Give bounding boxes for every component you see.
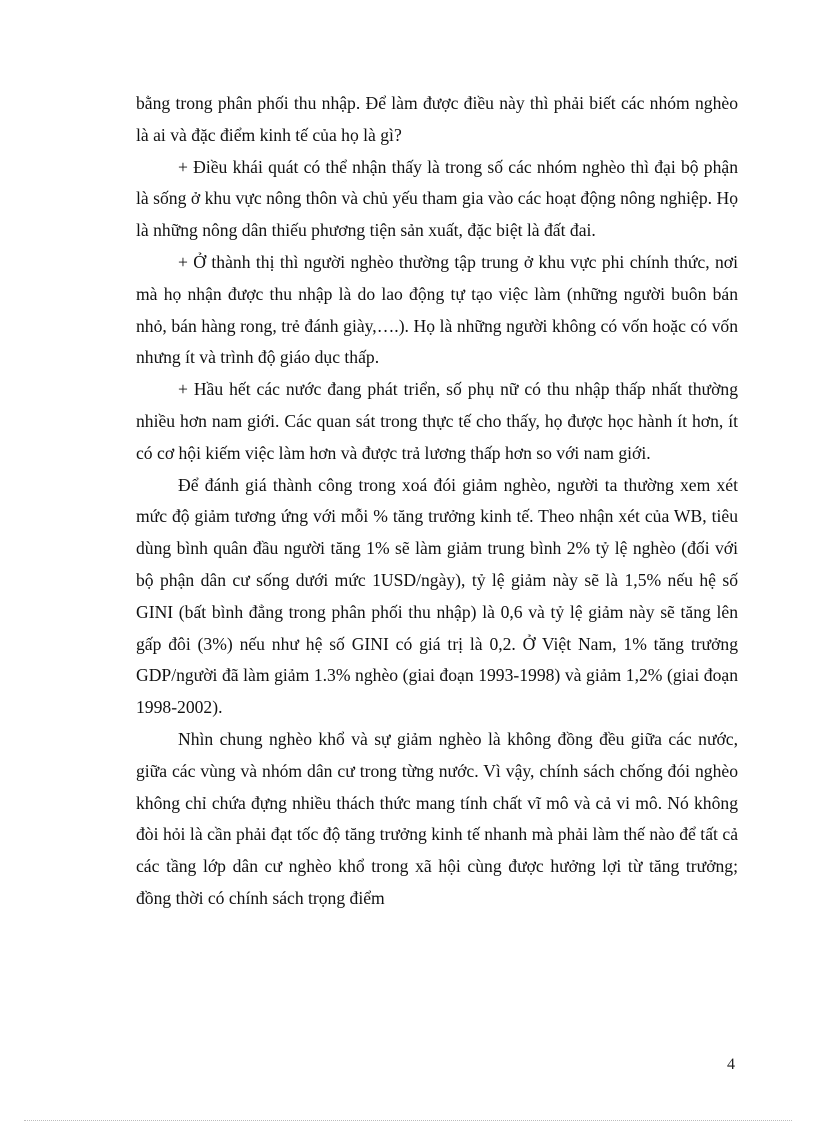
page-bottom-divider [24,1120,792,1121]
document-body [136,88,738,915]
paragraph-poverty-reduction: Để đánh giá thành công trong xoá đói giảm nghèo, người ta thường xem xét mức độ giảm tương ứng với mỗi % tăng trưởng kinh tế. Theo nhận xét của WB, tiêu dùng bình quân đầu người tăng 1% sẽ làm giảm trung bình 2% tỷ lệ nghèo (đối với bộ phận dân cư sống dưới mức 1USD/ngày), tỷ lệ giảm này sẽ là 1,5% nếu hệ số GINI (bất bình đẳng trong phân phối thu nhập) là 0,6 và tỷ lệ giảm này sẽ tăng lên gấp đôi (3%) nếu như hệ số GINI có giá trị là 0,2. Ở Việt Nam, 1% tăng trưởng GDP/người đã làm giảm 1.3% nghèo (giai đoạn 1993-1998) và giảm 1,2% (giai đoạn 1998-2002). [136,474,738,718]
paragraph-women-poor: + Hầu hết các nước đang phát triển, số phụ nữ có thu nhập thấp nhất thường nhiều hơn nam giới. Các quan sát trong thực tế cho thấy, họ được học hành ít hơn, ít có cơ hội kiếm việc làm hơn và được trả lương thấp hơn so với nam giới. [136,379,738,463]
paragraph-policy: Nhìn chung nghèo khổ và sự giảm nghèo là không đồng đều giữa các nước, giữa các vùng và nhóm dân cư trong từng nước. Vì vậy, chính sách chống đói nghèo không chỉ chứa đựng nhiều thách thức mang tính chất vĩ mô và cả vi mô. Nó không đòi hỏi là cần phải đạt tốc độ tăng trưởng kinh tế nhanh mà phải làm thế nào để tất cả các tầng lớp dân cư nghèo khổ trong xã hội cùng được hưởng lợi từ tăng trưởng; đồng thời có chính sách trọng điểm [136,728,738,908]
paragraph-rural-poor: + Điều khái quát có thể nhận thấy là trong số các nhóm nghèo thì đại bộ phận là sống ở khu vực nông thôn và chủ yếu tham gia vào các hoạt động nông nghiệp. Họ là những nông dân thiếu phương tiện sản xuất, đặc biệt là đất đai. [136,156,738,241]
paragraph-continuation: bằng trong phân phối thu nhập. Để làm được điều này thì phải biết các nhóm nghèo là ai và đặc điểm kinh tế của họ là gì? [136,93,738,145]
page-number: 4 [727,1056,735,1073]
paragraph-urban-poor: + Ở thành thị thì người nghèo thường tập trung ở khu vực phi chính thức, nơi mà họ nhận được thu nhập là do lao động tự tạo việc làm (những người buôn bán nhỏ, bán hàng rong, trẻ đánh giày,….). Họ là những người không có vốn hoặc có vốn nhưng ít và trình độ giáo dục thấp. [136,251,738,368]
